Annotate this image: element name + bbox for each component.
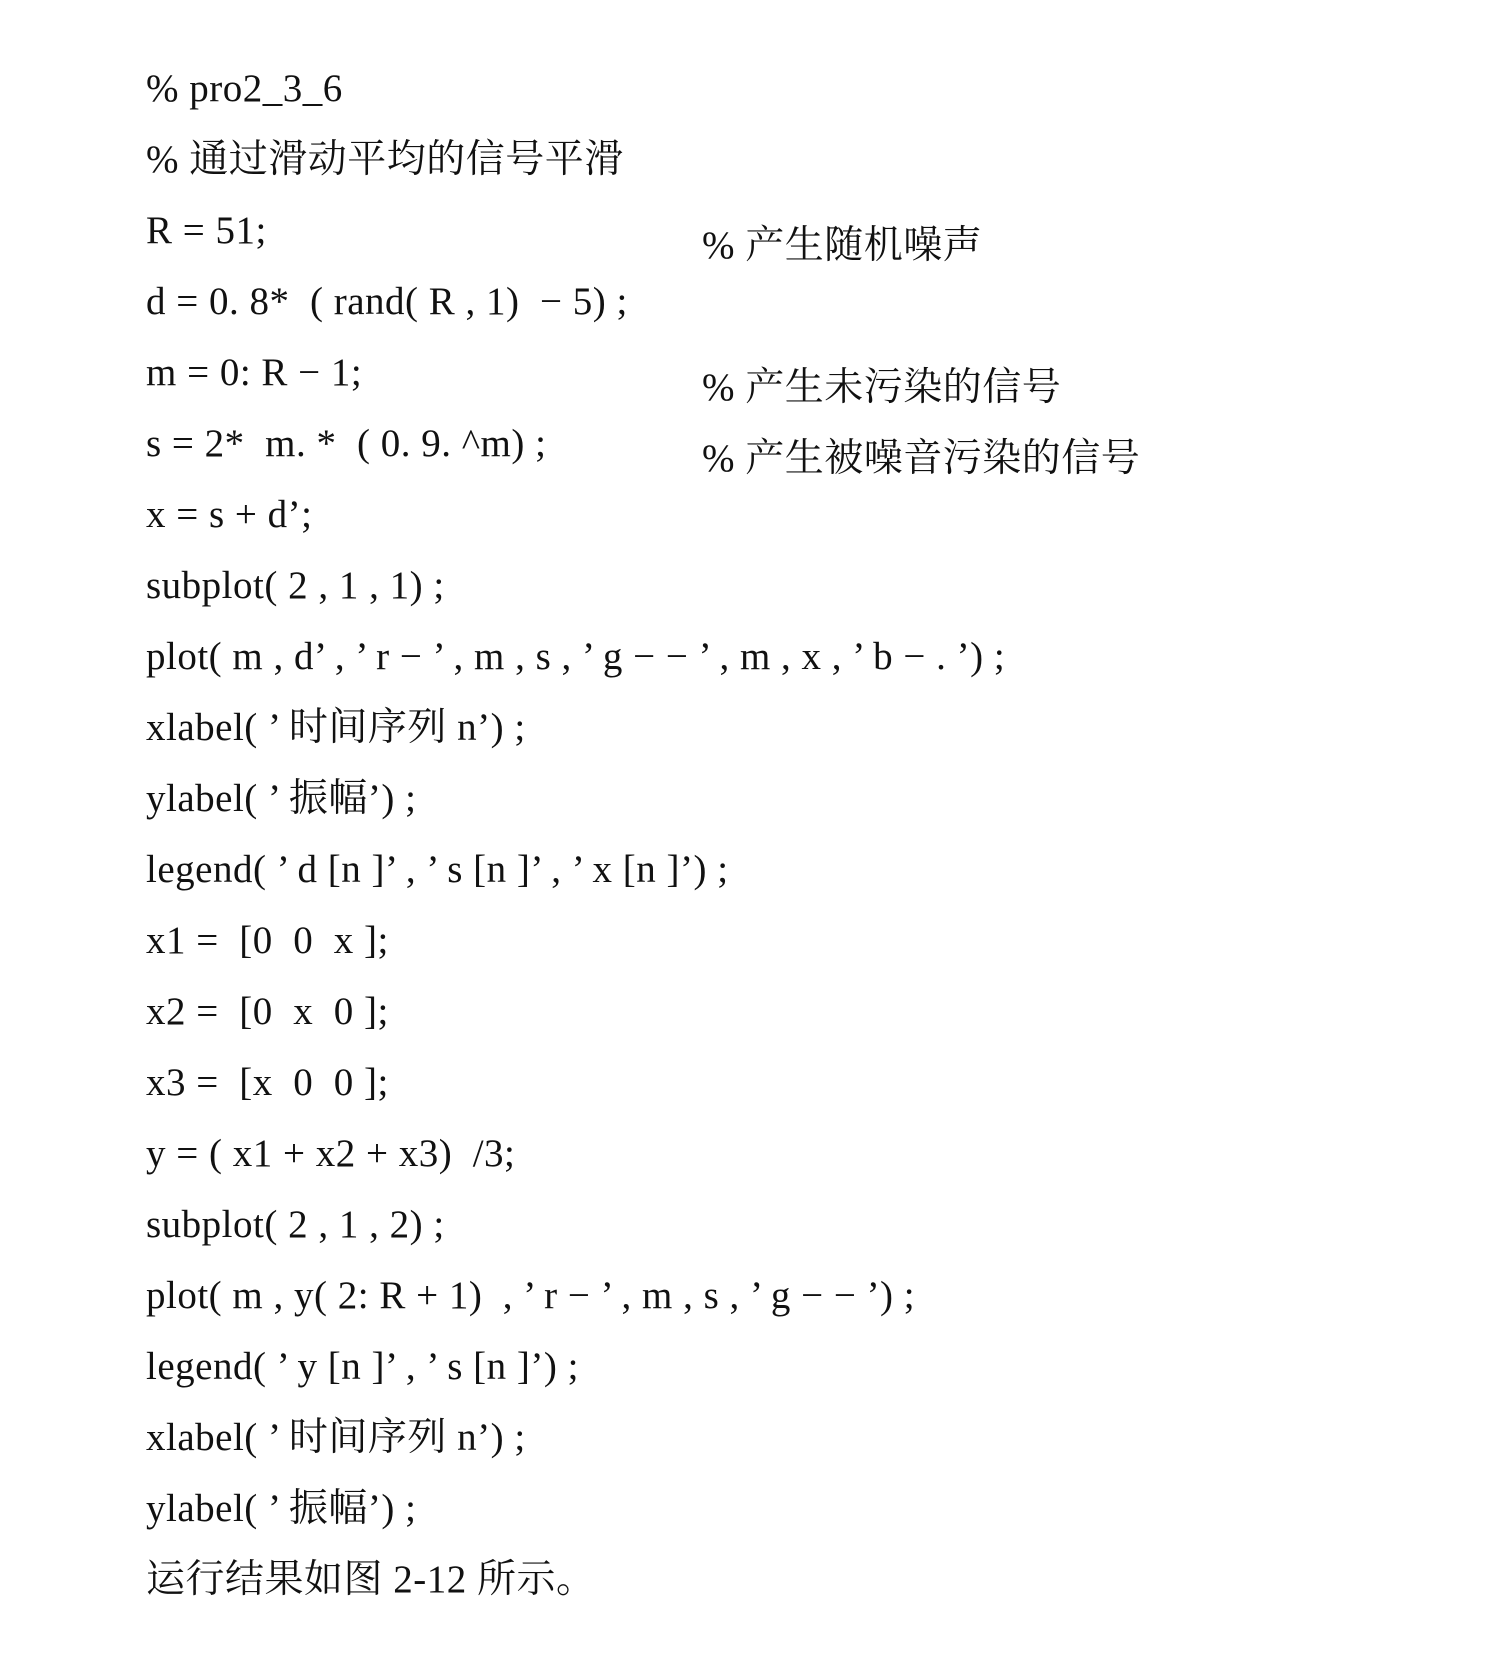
- code-text: plot( m , d’ , ’ r − ’ , m , s , ’ g − − ’ , m , x , ’ b − . ’) ;: [146, 635, 1006, 678]
- result-caption: [105, 1496, 596, 1601]
- code-text: subplot( 2 , 1 , 1) ;: [146, 564, 445, 607]
- code-text: m = 0: R − 1;: [146, 351, 363, 394]
- code-text: d = 0. 8* ( rand( R , 1) − 5) ;: [146, 280, 628, 323]
- code-text: % 通过滑动平均的信号平滑: [146, 138, 624, 181]
- code-text: ylabel( ’ 振幅’) ;: [146, 1487, 417, 1530]
- code-line: [105, 573, 1006, 678]
- code-line: [105, 218, 983, 323]
- code-line: [105, 289, 363, 394]
- code-line: [105, 1354, 526, 1459]
- code-text: x3 = [x 0 0 ];: [146, 1061, 389, 1104]
- code-text: s = 2* m. * ( 0. 9. ^m) ;: [146, 422, 547, 465]
- inline-comment: % 产生未污染的信号: [702, 366, 1062, 409]
- code-text: x1 = [0 0 x ];: [146, 919, 389, 962]
- code-line: [105, 1141, 445, 1246]
- code-text: % pro2_3_6: [146, 67, 343, 110]
- code-text: y = ( x1 + x2 + x3) /3;: [146, 1132, 516, 1175]
- code-text: x2 = [0 x 0 ];: [146, 990, 389, 1033]
- code-line: [105, 76, 624, 181]
- code-line: [105, 999, 389, 1104]
- code-line: [105, 644, 526, 749]
- caption-text: 运行结果如图 2-12 所示。: [146, 1558, 596, 1601]
- code-line: [105, 147, 267, 252]
- inline-comment: % 产生被噪音污染的信号: [702, 437, 1141, 480]
- code-line: [105, 715, 417, 820]
- code-line: [105, 1070, 516, 1175]
- code-text: legend( ’ y [n ]’ , ’ s [n ]’) ;: [146, 1345, 579, 1388]
- code-text: R = 51;: [146, 209, 267, 252]
- code-line: [105, 928, 389, 1033]
- code-text: xlabel( ’ 时间序列 n’) ;: [146, 706, 526, 749]
- code-text: ylabel( ’ 振幅’) ;: [146, 777, 417, 820]
- code-line: [105, 5, 343, 110]
- code-line: [105, 1212, 916, 1317]
- code-line: [105, 786, 729, 891]
- code-line: [105, 857, 389, 962]
- code-text: legend( ’ d [n ]’ , ’ s [n ]’ , ’ x [n ]’) ;: [146, 848, 729, 891]
- code-text: x = s + d’;: [146, 493, 313, 536]
- inline-comment: % 产生随机噪声: [702, 224, 983, 267]
- code-line: [105, 1283, 579, 1388]
- code-text: xlabel( ’ 时间序列 n’) ;: [146, 1416, 526, 1459]
- code-line: [105, 1425, 417, 1530]
- code-text: plot( m , y( 2: R + 1) , ’ r − ’ , m , s , ’ g − − ’) ;: [146, 1274, 916, 1317]
- code-line: [105, 502, 445, 607]
- code-text: subplot( 2 , 1 , 2) ;: [146, 1203, 445, 1246]
